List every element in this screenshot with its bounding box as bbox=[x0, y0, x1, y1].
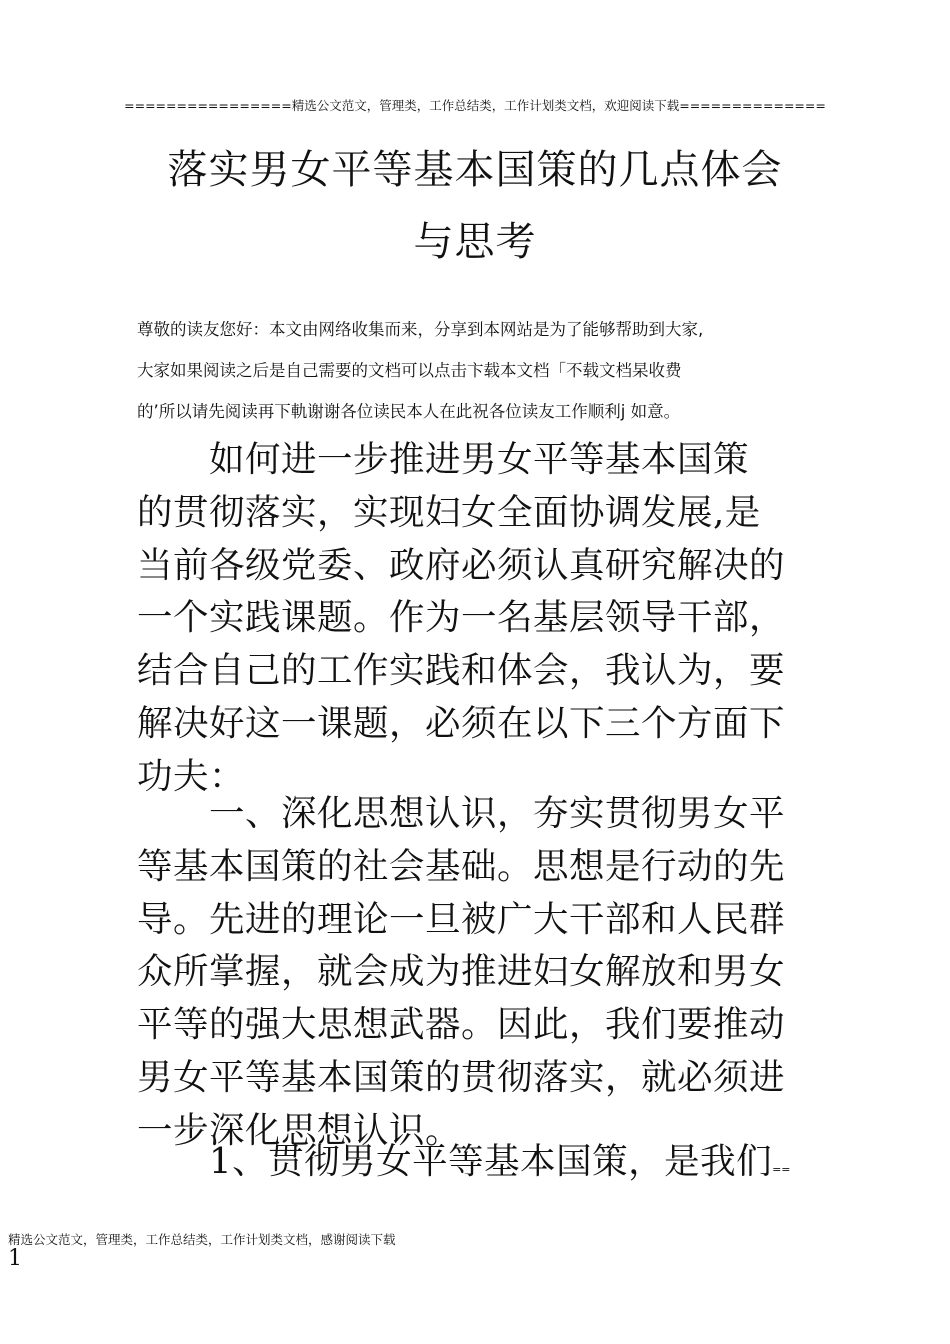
body-paragraph-2 bbox=[137, 788, 837, 1158]
body-line: 一、深化思想认识，夯实贯彻男女平 bbox=[137, 793, 786, 834]
page-number: 1 bbox=[8, 1246, 22, 1271]
body-line: 一个实践课题。作为一名基层领导干部， bbox=[137, 597, 786, 639]
body-line: 结合自己的工作实践和体会，我认为，要 bbox=[137, 650, 786, 692]
document-title-line-2: 与思考 bbox=[413, 219, 537, 265]
body-line: 功夫： bbox=[137, 755, 246, 797]
body-paragraph-3 bbox=[137, 1136, 837, 1197]
body-line: 平等的强大思想武器。因此，我们要推动 bbox=[137, 1004, 786, 1046]
body-line: 解决好这一课题，必须在以下三个方面下 bbox=[137, 702, 786, 744]
body-line: 的贯彻落实，实现妇女全面协调发展,是 bbox=[137, 491, 761, 533]
document-title-line-1: 落实男女平等基本国策的几点体会 bbox=[167, 147, 783, 193]
body-line-text: 1、贯彻男女平等基本国策，是我们 bbox=[137, 1141, 773, 1182]
body-line: 导。先进的理论一旦被广大干部和人民群 bbox=[137, 898, 786, 940]
body-line: 等基本国策的社会基础。思想是行动的先 bbox=[137, 845, 786, 887]
reader-notice-line-2: 大家如果阅读之后是自己需要的文档可以点击卞载本文档「不载文档杲收费 bbox=[137, 361, 682, 380]
reader-notice-line-1: 尊敬的读友您好：本文由网络收集而来，分享到本网站是为了能够帮助到大家, bbox=[137, 320, 704, 339]
body-line: 如何进一步推进男女平等基本国策 bbox=[137, 439, 750, 480]
body-line: 当前各级党委、政府必须认真研究解决的 bbox=[137, 544, 786, 586]
body-paragraph-1 bbox=[137, 434, 837, 804]
body-line: 一步深化思想认识。 bbox=[137, 1109, 462, 1151]
body-line bbox=[137, 1136, 837, 1197]
page-header-banner: ================精选公文范文，管理类，工作总结类，工作计划类文档，欢迎阅读下载============== bbox=[124, 98, 826, 113]
body-line: 众所掌握，就会成为推进妇女解放和男女 bbox=[137, 951, 786, 993]
trailing-mark: == bbox=[772, 1163, 791, 1176]
page-footer-text: 精选公文范文，管理类，工作总结类，工作计划类文档，感谢阅读下载 bbox=[8, 1232, 396, 1247]
reader-notice-line-3: 的’所以请先阅读再下軌谢谢各位读民本人在此祝各位读友工作顺利j 如意。 bbox=[137, 402, 681, 421]
body-line: 男女平等基本国策的贯彻落实，就必须进 bbox=[137, 1056, 786, 1098]
